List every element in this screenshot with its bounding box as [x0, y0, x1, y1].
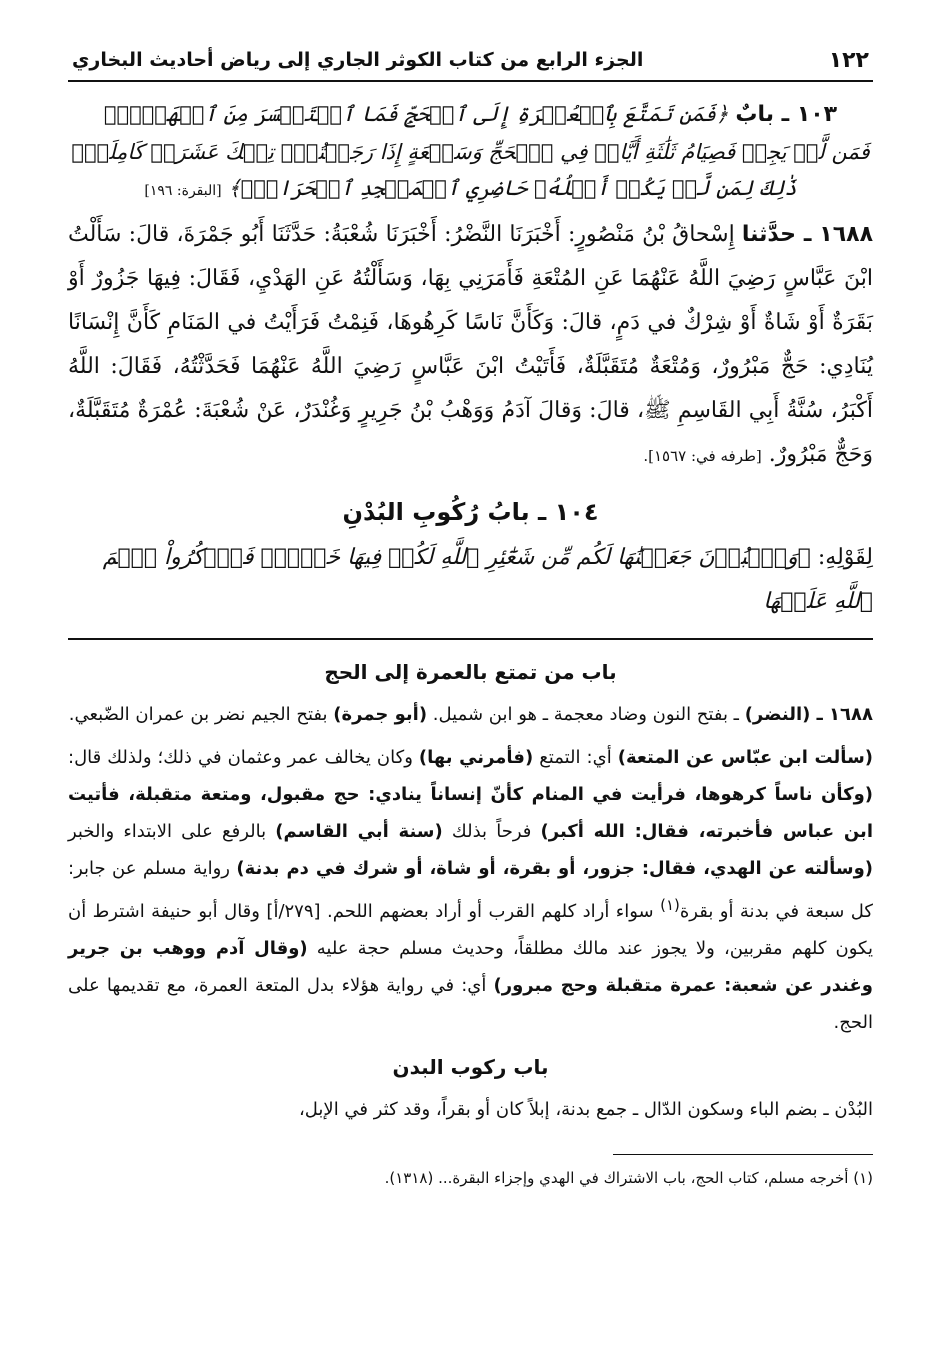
folio-marker: [٢٧٩/أ] [266, 901, 321, 922]
quran-verse-reference: [البقرة: ١٩٦] [144, 183, 222, 199]
running-title: الجزء الرابع من كتاب الكوثر الجاري إلى رياض أحاديث البخاري [72, 49, 644, 71]
qawl-label: لِقَوْلِهِ: [817, 545, 873, 570]
section-divider [68, 638, 873, 640]
commentary-paragraph-2 [68, 739, 873, 1041]
commentary-text: بالرفع على الابتداء والخبر [68, 821, 276, 842]
quran-verse-line-3-wrap [68, 170, 873, 209]
commentary-text: أي: التمتع [533, 747, 618, 768]
hadith-cross-reference: [طرفه في: ١٥٦٧]. [643, 447, 762, 465]
commentary-term: (وسألته عن الهدي، فقال: جزور، أو بقرة، أو شاة، أو شرك في دم بدنة) [236, 858, 873, 879]
bab-104-heading: ١٠٤ ـ بابُ رُكُوبِ البُدْنِ [342, 498, 599, 526]
bab-104-verse: ﴿وَٱلۡبُدۡنَ جَعَلۡنَٰهَا لَكُم مِّن شَعَٰٓئِرِ ٱللَّهِ لَكُمۡ فِيهَا خَيۡرٞۖ فَٱذۡكُرُواْ ٱسۡمَ ٱللَّهِ عَلَيۡهَا [102, 545, 873, 614]
bab-103-heading [68, 96, 873, 134]
footnote-rule [613, 1154, 873, 1155]
quran-verse-line-3: ذَٰلِكَ لِمَن لَّمۡ يَكُنۡ أَهۡلُهُۥ حَاضِرِي ٱلۡمَسۡجِدِ ٱلۡحَرَامِۚ﴾ [228, 176, 797, 200]
commentary-paragraph-3: البُدْن ـ بضم الباء وسكون الدّال ـ جمع بدنة، إبلاً كان أو بقراً، وقد كثر في الإبل، [298, 1099, 873, 1120]
quran-verse-line-2: فَمَن لَّمۡ يَجِدۡ فَصِيَامُ ثَلَٰثَةِ أَيَّامٖ فِي ٱلۡحَجِّ وَسَبۡعَةٍ إِذَا رَجَعۡتُمۡۗ تِلۡكَ عَشَرَةٞ كَامِلَةٞۗ [71, 140, 870, 164]
footnote-marker: (١) [660, 896, 680, 914]
hadith-1688 [68, 213, 873, 478]
commentary-title-1: باب من تمتع بالعمرة إلى الحج [324, 660, 617, 684]
footnote-1: (١) أخرجه مسلم، كتاب الحج، باب الاشتراك في الهدي وإجزاء البقرة... (١٣١٨). [384, 1169, 873, 1187]
commentary-title-2: باب ركوب البدن [392, 1055, 549, 1079]
bab-104-verse-line [68, 536, 873, 624]
commentary-text: فرحاً بذلك [442, 821, 541, 842]
commentary-section [68, 652, 873, 1191]
commentary-term: (فأمرني بها) [418, 747, 534, 768]
commentary-term: (وقال آدم ووهب بن جرير وغندر عن شعبة: عمرة متقبلة وحج مبرور) [68, 938, 873, 996]
commentary-text: بفتح الجيم نضر بن عمران الضّبعي. [68, 704, 334, 725]
commentary-term: (أبو جمرة) [333, 704, 428, 725]
hadith-body: إِسْحاقُ بْنُ مَنْصُورٍ: أَخْبَرَنَا النَّضْرُ: أَخْبَرَنَا شُعْبَةُ: حَدَّثَنَا أَبُو جَمْرَةَ، قالَ: سَأَلْتُ ابْنَ عَبَّاسٍ رَضِيَ اللَّهُ عَنْهُمَا عَنِ المُتْعَةِ فَأَمَرَنِي بِهَا، وَسَأَلْتُهُ عَنِ الهَدْيِ، فَقَالَ: فِيهَا جَزُورٌ أَوْ بَقَرَةٌ أَوْ شَاةٌ أَوْ شِرْكٌ في دَمٍ، قالَ: وَكَأَنَّ نَاسًا كَرِهُوهَا، فَنِمْتُ فَرَأَيْتُ في المَنَامِ كَأَنَّ إِنْسَانًا يُنَادِي: حَجٌّ مَبْرُورٌ، وَمُتْعَةٌ مُتَقَبَّلَةٌ، فَأَتَيْتُ ابْنَ عَبَّاسٍ رَضِيَ اللَّهُ عَنْهُمَا فَحَدَّثْتُهُ، فَقَالَ: اللَّهُ أَكْبَرُ، سُنَّةُ أَبِي القَاسِمِ ﷺ، قالَ: وَقالَ آدَمُ وَوَهْبُ بْنُ جَرِيرٍ وَغُنْدَرٌ، عَنْ شُعْبَةَ: عُمْرَةٌ مُتَقَبَّلَةٌ، وَحَجٌّ مَبْرُورٌ. [68, 222, 873, 467]
hadith-number: ١٦٨٨ ـ حدَّثنا [741, 222, 873, 247]
book-page [68, 40, 873, 1191]
commentary-text: رواية مسلم عن جابر: كل سبعة في بدنة أو بقرة [68, 858, 873, 922]
commentary-text: وقال أبو حنيفة اشترط أن يكون كلهم مقربين، ولا يجوز عند مالك مطلقاً، وحديث مسلم حجة عليه [68, 901, 874, 959]
commentary-term: (وكأن ناساً كرهوها، فرأيت في المنام كأنّ إنساناً ينادي: حج مقبول، ومتعة متقبلة، فأتيت ابن عباس فأخبرته، فقال: الله أكبر) [68, 784, 873, 842]
commentary-text: أي: في رواية هؤلاء بدل المتعة العمرة، مع تقديمها على الحج. [68, 975, 873, 1033]
commentary-term: (سألت ابن عبّاس عن المتعة) [617, 747, 873, 768]
commentary-text: ـ بفتح النون وضاد معجمة ـ هو ابن شميل. [427, 704, 745, 725]
commentary-term: ١٦٨٨ ـ (النضر) [744, 704, 873, 725]
page-number: ١٢٢ [828, 47, 869, 73]
commentary-term: (سنة أبي القاسم) [275, 821, 443, 842]
commentary-text: سواء أراد كلهم القرب أو أراد بعضهم اللحم. [320, 901, 661, 922]
matn-section [68, 96, 873, 624]
quran-verse-line-1: ﴿فَمَن تَمَتَّعَ بِٱلۡعُمۡرَةِ إِلَى ٱلۡحَجِّ فَمَا ٱسۡتَيۡسَرَ مِنَ ٱلۡهَدۡيِۚ [103, 102, 729, 126]
commentary-text: وكان يخالف عمر وعثمان في ذلك؛ ولذلك قال: [68, 747, 419, 768]
bab-103-label: ١٠٣ ـ بابٌ [735, 102, 838, 127]
commentary-paragraph-1 [68, 696, 873, 733]
page-header [68, 40, 873, 82]
